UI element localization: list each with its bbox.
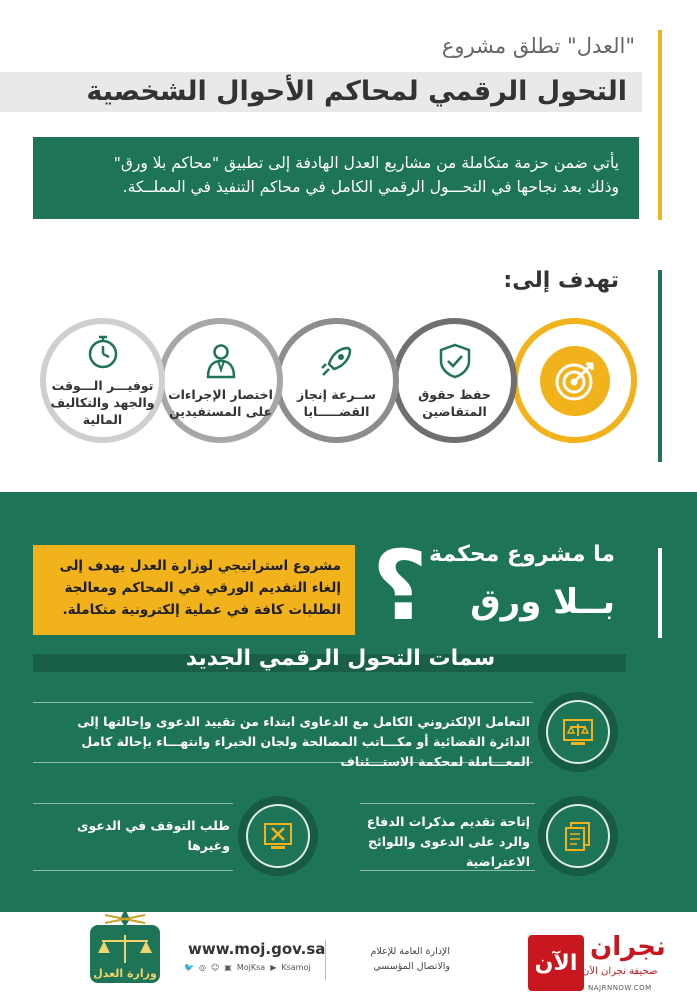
question-mark-icon: ؟ [372,530,428,642]
goal-label: اختصار الإجراءات على المستفيدين [168,386,273,419]
goal-item-target [512,318,637,443]
goal-item-procedures [158,318,283,443]
department-name [330,944,450,974]
page-title: التحول الرقمي لمحاكم الأحوال الشخصية [86,76,627,107]
ministry-logo-text: وزارة العدل [93,967,157,980]
accent-line-white [658,548,662,638]
target-icon [540,346,610,416]
goal-item-savings [40,318,165,443]
court-document-icon [546,700,610,764]
goal-label: ســرعة إنجاز القضـــــايا [297,386,376,419]
feature-text-1: التعامل الإلكتروني الكامل مع الدعاوى ابتداء من تقييد الدعوى وإحالتها إلى الدائرة القضائية أو مكـــاتب المصالحة ولجان الخبراء وانتهـــاء بإحالة كامل المعـــاملة لمحكمة الاستـــئناف [77,714,530,769]
intro-line-1: يأتي ضمن حزمة متكاملة من مشاريع العدل الهادفة إلى تطبيق "محاكم بلا ورق" [113,154,619,172]
social-bar [184,963,311,972]
divider [360,803,535,804]
najran-subtitle: صحيفة نجران الآن [582,966,658,977]
features-title: سمات التحول الرقمي الجديد [185,646,496,671]
rocket-icon [318,342,356,380]
documents-icon [546,804,610,868]
department-line-2: والاتصال المؤسسي [373,961,450,972]
question-line-1: ما مشروع محكمة [429,542,615,567]
definition-box: مشروع استراتيجي لوزارة العدل يهدف إلى إلغاء التقديم الورقي في المحاكم ومعالجة الطلبات كافة في عملية إلكترونية متكاملة. [33,545,355,635]
goal-label: توفيـــر الـــوقت والجهد والتكاليف المالية [50,378,155,427]
najran-badge: الآن [528,935,584,991]
social-handle-2: Ksamoj [281,963,311,972]
ministry-logo [70,905,180,995]
feature-text-3: طلب التوقف في الدعوى وغيرها [76,818,230,853]
person-icon [202,342,240,380]
goal-item-rights [392,318,517,443]
goal-label: حفظ حقوق المتقاضين [418,386,491,419]
goals-title: تهدف إلى: [503,268,619,293]
instagram-icon[interactable]: ◎ [198,963,206,972]
shield-check-icon [436,342,474,380]
linkedin-icon[interactable]: ▣ [224,963,232,972]
kicker-text: "العدل" تطلق مشروع [441,34,635,58]
footer-divider [325,940,326,980]
divider [33,803,233,804]
social-handle-1: MojKsa [236,963,266,972]
website-link[interactable]: www.moj.gov.sa [188,940,326,958]
accent-line-gold [658,30,662,220]
stop-document-icon [246,804,310,868]
goal-item-speed [274,318,399,443]
feature-text-2: إتاحة تقديم مذكرات الدفاع والرد على الدعوى واللوائح الاعتراضية [366,814,530,869]
divider [33,870,233,871]
youtube-icon[interactable]: ▶ [270,963,277,972]
stopwatch-icon [84,333,122,371]
twitter-icon[interactable]: 🐦 [184,963,194,972]
intro-line-2: وذلك بعد نجاحها في التحـــول الرقمي الكامل في محاكم التنفيذ في المملــكة. [122,178,619,196]
department-line-1: الإدارة العامة للإعلام [370,946,450,957]
najran-logo-text: نجران [590,932,666,962]
question-line-2: بــلا ورق [470,582,615,622]
accent-line-green [658,270,662,462]
najran-url: NAJRNNOW.COM [588,984,652,992]
snapchat-icon[interactable]: ☺ [210,963,220,972]
intro-box [33,137,639,219]
divider [33,702,533,703]
